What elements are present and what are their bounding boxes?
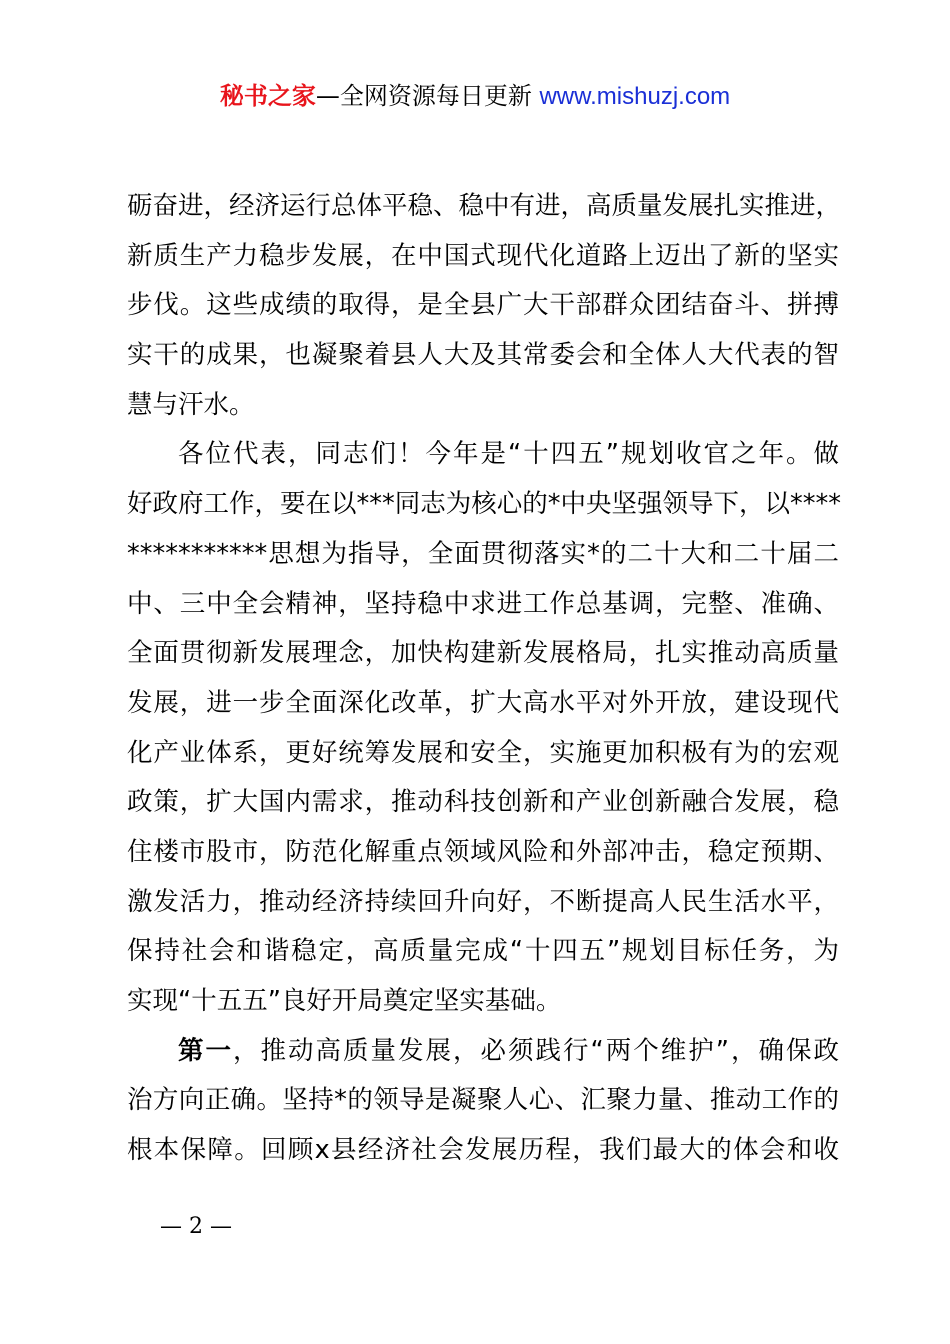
text-line: ***********思想为指导，全面贯彻落实*的二十大和二十届二 — [127, 538, 839, 569]
text-line: 化产业体系，更好统筹发展和安全，实施更加积极有为的宏观 — [127, 737, 839, 768]
site-tagline: —全网资源每日更新 — [315, 82, 532, 110]
text-run: ，推动高质量发展，必须践行“两个维护”，确保政 — [233, 1035, 839, 1066]
text-line: 新质生产力稳步发展，在中国式现代化道路上迈出了新的坚实 — [127, 240, 839, 271]
text-line: 全面贯彻新发展理念，加快构建新发展格局，扎实推动高质量 — [127, 638, 839, 669]
paragraph-2 — [127, 430, 842, 1026]
text-line: 住楼市股市，防范化解重点领域风险和外部冲击，稳定预期、 — [127, 836, 839, 867]
text-line: 好政府工作，要在以***同志为核心的*中央坚强领导下，以**** — [127, 489, 842, 520]
text-line: 发展，进一步全面深化改革，扩大高水平对外开放，建设现代 — [127, 687, 839, 718]
site-url[interactable]: www.mishuzj.com — [539, 83, 731, 110]
paragraph-3 — [127, 1027, 839, 1176]
text-line: 根本保障。回顾x县经济社会发展历程，我们最大的体会和收 — [127, 1135, 839, 1166]
section-lead: 第一 — [178, 1035, 234, 1066]
text-line: 步伐。这些成绩的取得，是全县广大干部群众团结奋斗、拼搏 — [127, 290, 839, 321]
text-line: 实干的成果，也凝聚着县人大及其常委会和全体人大代表的智 — [127, 340, 839, 371]
text-line: 慧与汗水。 — [127, 389, 255, 420]
text-line: 砺奋进，经济运行总体平稳、稳中有进，高质量发展扎实推进， — [127, 191, 842, 221]
site-header — [0, 80, 950, 113]
text-line: 激发活力，推动经济持续回升向好，不断提高人民生活水平， — [127, 886, 839, 917]
text-line — [127, 1027, 839, 1077]
text-line: 保持社会和谐稳定，高质量完成“十四五”规划目标任务，为 — [127, 936, 839, 967]
paragraph-1 — [127, 182, 842, 430]
text-line: 各位代表，同志们！今年是“十四五”规划收官之年。做 — [178, 439, 839, 470]
page-number: — 2 — — [160, 1214, 232, 1239]
document-body — [127, 182, 842, 1176]
site-brand: 秘书之家 — [219, 82, 316, 110]
text-line: 中、三中全会精神，坚持稳中求进工作总基调，完整、准确、 — [127, 588, 839, 619]
text-line: 实现“十五五”良好开局奠定坚实基础。 — [127, 986, 562, 1016]
text-line: 政策，扩大国内需求，推动科技创新和产业创新融合发展，稳 — [127, 787, 839, 818]
text-line: 治方向正确。坚持*的领导是凝聚人心、汇聚力量、推动工作的 — [127, 1085, 839, 1116]
